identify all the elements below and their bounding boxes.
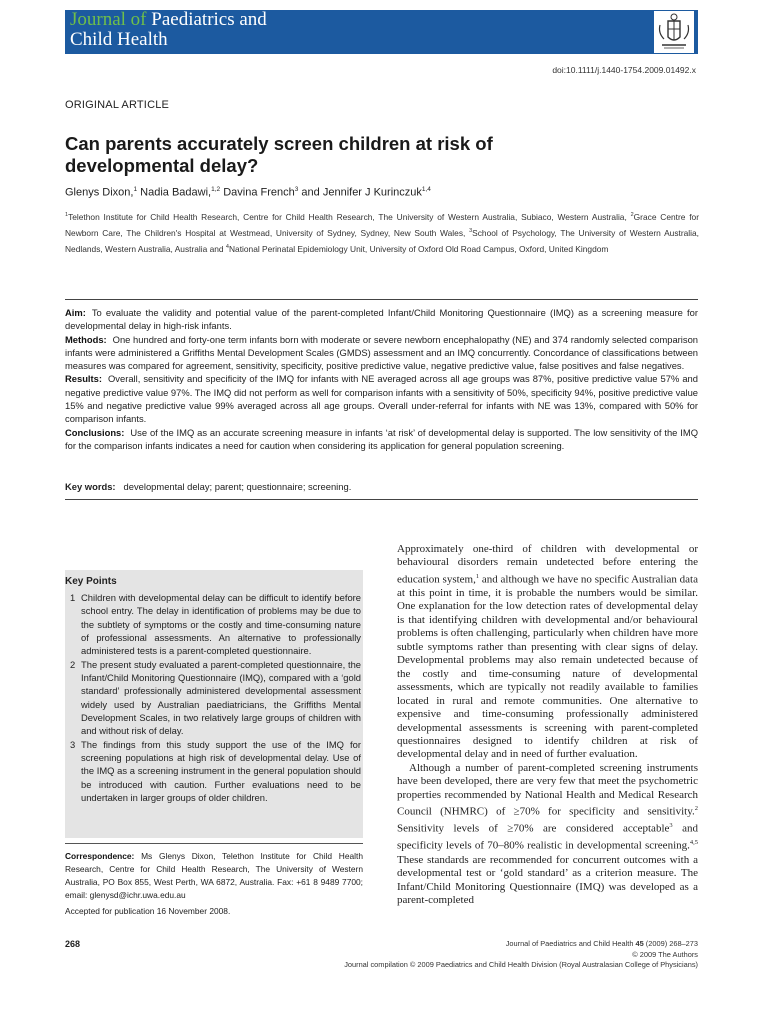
body-paragraph: Approximately one-third of children with developmental or behavioural disorders remain undetected before entering the education system,$^1$ and although we have no specific Australian data at this point in time, it is probable the numbers would be similar. One explanation for the low detection rates of developmental delay is that identifying children with developmental and/or behavioural problems is often challenging, particularly when children have more subtle symptoms rather than presenting with clear signs of delay. Developmental problems may also remain undetected because of the costly and time-consuming nature of developmental assessments, which are typically not readily available to families located in rural and remote communities. One alternative to expensive and time-consuming professionally administered developmental assessments is screening with parent-completed questionnaires designed to identify children at risk of developmental delay and in need of further evaluation.: [397, 543, 698, 761]
footer-citation: Journal of Paediatrics and Child Health 45 (2009) 268–273: [505, 939, 698, 948]
body-paragraph: Although a number of parent-completed screening instruments have been developed, there are very few that meet the psychometric properties recommended by National Health and Medical Research Council (NHMRC) of ≥70% for specificity and sensitivity.$^2$ Sensitivity levels of ≥70% are considered acceptable$^3$ and specificity levels of 70–80% realistic in developmental screening.$^{4,5}$ These standards are recommended for concurrent outcomes with a developmental test or ‘gold standard’ as a criterion measure. The Infant/Child Monitoring Questionnaire (IMQ) was developed as a parent-completed: [397, 761, 698, 906]
abstract: [65, 306, 698, 452]
journal-name-part-1: Journal of: [70, 10, 152, 30]
key-points-box: [65, 570, 363, 838]
key-point-item: 3 The findings from this study support the use of the IMQ for screening populations at high risk of developmental delay. Use of the IMQ as a screening instrument in the general population should be introduced with caution. Further evaluations need to be undertaken in larger groups of older children.: [70, 738, 361, 804]
accepted-date: Accepted for publication 16 November 2008.: [65, 906, 231, 916]
journal-banner: [65, 10, 698, 54]
abstract-results: Results: Overall, sensitivity and specificity of the IMQ for infants with NE averaged across all age groups was 87%, positive predictive value 57% and negative predictive value 97%. The IMQ did not perform as well for comparison infants with a sensitivity of 50%, specificity 94%, positive predictive value 15% and negative predictive value 99% averaged across all age groups. Overall under-referral for infants with NE was 13%, compared with 50% for comparison infants.: [65, 373, 698, 425]
key-point-item: 1 Children with developmental delay can be difficult to identify before school entry. The delay in identification of problems may be due to the subtlety of symptoms or the costly and time-consuming nature of professional assessments. An alternative to professionally administered tests is a parent-completed questionnaire.: [70, 592, 361, 657]
abstract-top-rule: [65, 299, 698, 300]
college-crest-icon: [654, 11, 694, 53]
author-list: Glenys Dixon,$^1$ Nadia Badawi,$^{1,2}$ Davina French$^3$ and Jennifer J Kurinczuk$^{1,4}$: [65, 186, 431, 199]
author: Nadia Badawi,: [137, 186, 212, 199]
abstract-bottom-rule: [65, 499, 698, 500]
footer-compilation: Journal compilation © 2009 Paediatrics and Child Health Division (Royal Australasian College of Physicians): [344, 960, 698, 969]
article-type: ORIGINAL ARTICLE: [65, 99, 170, 111]
affiliations: $^1$Telethon Institute for Child Health Research, Centre for Child Health Research, The University of Western Australia, Subiaco, Western Australia, $^2$Grace Centre for Newborn Care, The Children's Hospital at Westmead, University of Sydney, Sydney, New South Wales, $^3$School of Psychology, The University of Western Australia, Nedlands, Western Australia, Australia and $^4$National Perinatal Epidemiology Unit, University of Oxford Old Road Campus, Oxford, United Kingdom: [65, 211, 700, 254]
page-number: 268: [65, 939, 81, 949]
author: Davina French: [220, 186, 295, 199]
key-points-heading: Key Points: [65, 576, 117, 587]
body-text-column: [397, 543, 698, 907]
journal-name-part-2: Paediatrics and: [151, 10, 267, 30]
correspondence: Correspondence: Ms Glenys Dixon, Telethon Institute for Child Health Research, Centre for Child Health Research, The University of Western Australia, PO Box 855, West Perth, WA 6872, Australia. Fax: +61 8 9489 7700; email: glenysd@ichr.uwa.edu.au: [65, 851, 364, 900]
author: Glenys Dixon,: [65, 186, 134, 199]
key-point-item: 2 The present study evaluated a parent-completed questionnaire, the Infant/Child Monitoring Questionnaire (IMQ), compared with a ‘gold standard’ professionally administered developmental assessment widely used by Australian paediatricians, the Griffiths Mental Development Scales, in two relatively large groups of children with and without risk of delay.: [70, 658, 361, 737]
abstract-methods: Methods: One hundred and forty-one term infants born with moderate or severe newborn encephalopathy (NE) and 374 randomly selected comparison infants were administered a Griffiths Mental Development Scales (GMDS) assessment and an IMQ concurrently. Concordance of classifications between measures was compared for agreement, sensitivity, specificity, positive predictive value, negative predictive value, false positives and false negatives.: [65, 333, 698, 372]
journal-wordmark: [70, 10, 267, 50]
abstract-aim: Aim: To evaluate the validity and potential value of the parent-completed Infant/Child Monitoring Questionnaire (IMQ) as a screening measure for developmental delay in high-risk infants.: [65, 307, 698, 332]
page-footer: [344, 939, 698, 971]
abstract-conclusions: Conclusions: Use of the IMQ as an accurate screening measure in infants ‘at risk’ of developmental delay is supported. The low sensitivity of the IMQ for the comparison infants indicates a need for caution when considering its application for general population screening.: [65, 426, 698, 451]
journal-name-line-2: Child Health: [70, 29, 168, 50]
keywords: Key words: developmental delay; parent; questionnaire; screening.: [65, 481, 352, 492]
key-points-list: [65, 591, 361, 805]
doi[interactable]: doi:10.1111/j.1440-1754.2009.01492.x: [552, 65, 696, 75]
author: and Jennifer J Kurinczuk: [298, 186, 422, 199]
footer-copyright: © 2009 The Authors: [632, 949, 698, 959]
article-title: Can parents accurately screen children at risk of developmental delay?: [65, 133, 493, 176]
correspondence-rule: [65, 843, 363, 844]
